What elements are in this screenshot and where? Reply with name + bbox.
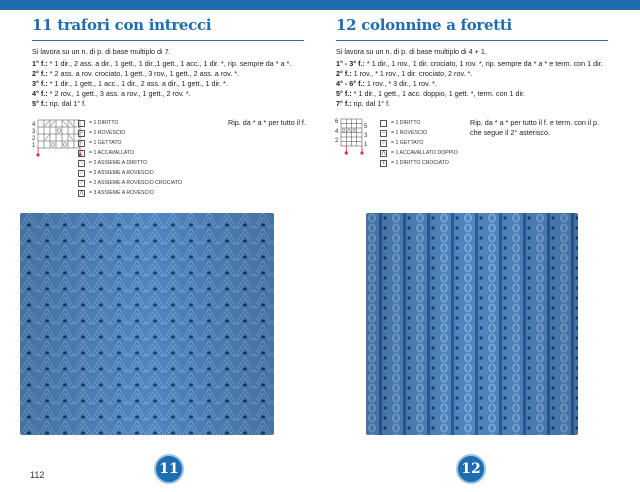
swatch-photo-12 (366, 213, 578, 435)
legend-item (380, 118, 458, 128)
swatch-number-badge: 12 (456, 454, 486, 484)
legend-label: = 1 ROVESCIO (89, 130, 126, 136)
row-text: 1 rov., * 3 dir., 1 rov. *. (364, 79, 437, 88)
pattern-row (336, 69, 632, 79)
row-text: * 1 dir., 1 rov., 1 dir. crociato, 1 rov. *, rip. sempre da * a * e term. con 1 dir. (364, 59, 603, 68)
legend-item (78, 188, 182, 198)
repeat-markers (37, 148, 81, 156)
legend-label: = 2 ASSIEME A ROVESCIO CROCIATO (89, 180, 183, 186)
top-color-bar (0, 0, 640, 10)
pattern-row (32, 99, 328, 109)
pattern-11-rows (32, 59, 328, 109)
legend-symbol-icon: ⟋ (79, 179, 84, 186)
chart-grid (38, 120, 80, 148)
legend-item (78, 128, 182, 138)
row-label: 1° - 3° f.: (336, 59, 365, 68)
row-text: * 2 ass. a rov. crociato, 1 gett., 3 rov., 1 gett., 2 ass. a rov. *. (47, 69, 240, 78)
pattern-row (336, 99, 632, 109)
legend-label: = 1 DIRITTO (89, 120, 119, 126)
chart-row-number: 5 (364, 124, 368, 130)
pattern-12-rows (336, 59, 632, 109)
legend-item (78, 168, 182, 178)
legend-symbol-icon: ⟍ (79, 159, 84, 166)
row-text: rip. dal 1° f. (47, 99, 87, 108)
legend-item (78, 148, 182, 158)
legend-label: = 2 ASSIEME A DIRITTO (89, 160, 147, 166)
row-label: 3° f.: (32, 79, 48, 88)
chart-row-number: 4 (335, 129, 339, 135)
row-label: 2° f.: (336, 69, 352, 78)
chart-row-number: 2 (335, 138, 339, 144)
pattern-11-legend (78, 118, 182, 198)
pattern-11-title: 11 trafori con intrecci (32, 16, 212, 34)
legend-symbol-icon (380, 120, 387, 127)
row-text: * 1 dir., 1 gett., 1 acc. doppio, 1 gett. *, term. con 1 dir. (351, 89, 526, 98)
row-label: 1° f.: (32, 59, 48, 68)
pattern-11-intro: Si lavora su un n. di p. di base multiplo di 7. (32, 47, 171, 56)
legend-label: = 1 DIRITTO CROCIATO (391, 160, 449, 166)
row-label: 7° f.: (336, 99, 352, 108)
title-rule (336, 40, 608, 41)
legend-symbol-icon: ⋀ (381, 149, 386, 156)
legend-item (78, 118, 182, 128)
row-text: * 1 dir., 1 gett., 1 acc., 1 dir., 2 ass. a dir., 1 gett., 1 dir. *. (47, 79, 228, 88)
legend-item (380, 158, 458, 168)
chart-row-number: 4 (32, 122, 36, 128)
pattern-12-legend (380, 118, 458, 168)
legend-symbol-icon: ○ (79, 139, 84, 146)
legend-symbol-icon: ⟋ (79, 149, 84, 156)
pattern-row (32, 59, 328, 69)
legend-item (78, 138, 182, 148)
pattern-row (32, 69, 328, 79)
chart-row-number: 1 (32, 143, 36, 149)
title-rule (32, 40, 304, 41)
legend-symbol-icon: ℓ (380, 160, 387, 167)
legend-symbol-icon: – (380, 130, 387, 137)
pattern-row (32, 89, 328, 99)
chart-row-number: 3 (32, 129, 36, 135)
legend-symbol-icon: – (78, 130, 85, 137)
legend-label: = 1 ACCAVALLATO (89, 150, 135, 156)
repeat-markers (345, 146, 363, 154)
row-label: 5° f.: (336, 89, 352, 98)
chart-row-number: 1 (364, 142, 368, 148)
pattern-12-title: 12 colonnine a foretti (336, 16, 512, 34)
legend-label: = 3 ASSIEME A ROVESCIO (89, 190, 154, 196)
legend-item (380, 138, 458, 148)
legend-item (380, 128, 458, 138)
chart-row-number: 3 (364, 133, 368, 139)
page-number: 112 (30, 470, 45, 480)
pattern-12-column (336, 16, 632, 109)
pattern-row (336, 79, 632, 89)
legend-item (380, 148, 458, 158)
note-line: che segue il 2° asterisco. (470, 128, 550, 137)
legend-label: = 1 ROVESCIO (391, 130, 428, 136)
legend-symbol-icon (78, 120, 85, 127)
row-label: 4° f.: (32, 89, 48, 98)
row-text: * 1 dir., 2 ass. a dir., 1 gett., 1 dir.,1 gett., 1 acc., 1 dir. *, rip. sempre da * a *. (47, 59, 292, 68)
legend-label: = 1 GETTATO (391, 140, 424, 146)
row-text: 1 rov., * 1 rov., 1 dir. crociato, 2 rov. *. (351, 69, 473, 78)
legend-label: = 2 ASSIEME A ROVESCIO (89, 170, 154, 176)
pattern-12-note (470, 118, 599, 138)
legend-label: = 1 DIRITTO (391, 120, 421, 126)
chart-row-number: 6 (335, 119, 339, 125)
legend-label: = 1 ACCAVALLATO DOPPIO (391, 150, 458, 156)
note-line: Rip. da * a * per tutto il f. e term. con il p. (470, 118, 600, 127)
swatch-number-badge: 11 (154, 454, 184, 484)
pattern-row (336, 89, 632, 99)
legend-label: = 1 GETTATO (89, 140, 122, 146)
row-label: 5° f.: (32, 99, 48, 108)
legend-item (78, 158, 182, 168)
pattern-row (336, 59, 632, 69)
pattern-12-intro: Si lavora su un n. di p. di base multiplo di 4 + 1. (336, 47, 487, 56)
legend-symbol-icon: ⋀ (79, 189, 84, 196)
legend-symbol-icon: ○ (381, 139, 386, 146)
chart-grid (341, 119, 362, 146)
row-label: 2° f.: (32, 69, 48, 78)
chart-row-number: 2 (32, 136, 36, 142)
row-text: rip. dal 1° f. (351, 99, 391, 108)
pattern-row (32, 79, 328, 89)
row-label: 4° - 6° f.: (336, 79, 365, 88)
row-text: * 2 rov., 1 gett., 3 ass. a rov., 1 gett., 2 rov. *. (47, 89, 191, 98)
legend-item (78, 178, 182, 188)
pattern-11-column (32, 16, 328, 109)
legend-symbol-icon: ⟋ (79, 169, 84, 176)
swatch-photo-11 (20, 213, 274, 435)
pattern-11-note: Rip. da * a * per tutto il f. (228, 118, 306, 127)
